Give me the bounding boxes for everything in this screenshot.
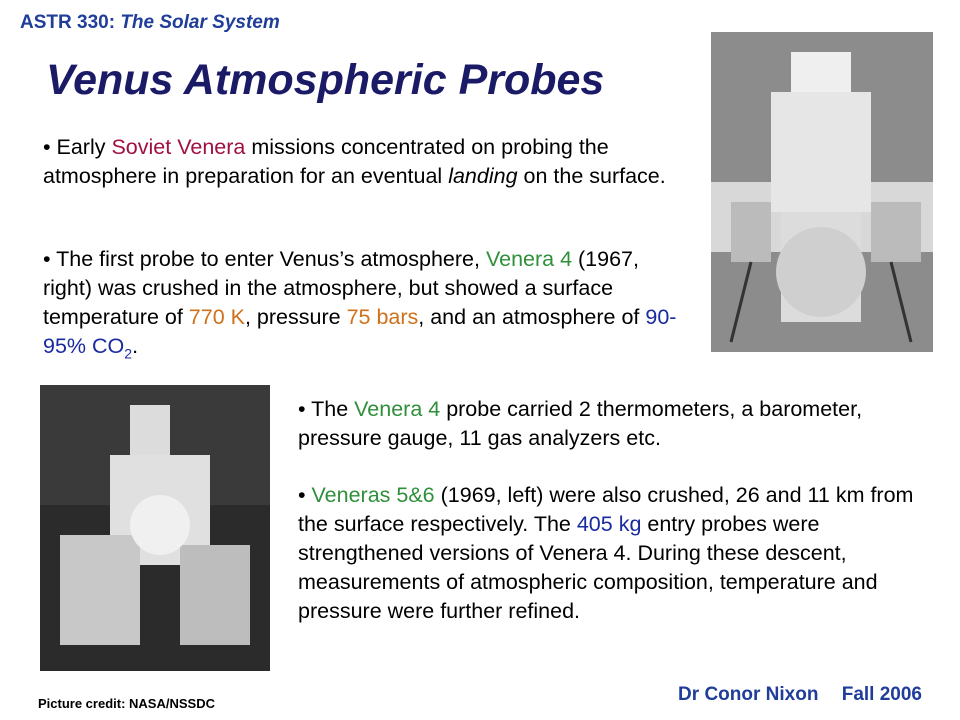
venera5-6-illustration <box>40 385 270 671</box>
venera5-6-photo <box>40 385 270 671</box>
emphasis-landing: landing <box>448 164 518 188</box>
bullet-text: • The <box>298 397 355 421</box>
highlight-venera4: Venera 4 <box>354 397 441 421</box>
highlight-co2: 90-95% CO <box>43 305 677 358</box>
bullet-venera4-results <box>43 245 693 368</box>
highlight-mass: 405 kg <box>576 512 642 536</box>
highlight-soviet: Soviet <box>111 135 172 159</box>
highlight-temperature: 770 K <box>188 305 245 329</box>
venera4-illustration <box>711 32 933 352</box>
bullet-text: . <box>132 334 139 358</box>
term: Fall 2006 <box>841 684 922 705</box>
bullet-text: probe carried 2 thermometers, a barometer, pressure gauge, 11 gas analyzers etc. <box>298 397 863 450</box>
slide-title: Venus Atmospheric Probes <box>46 56 605 104</box>
bullet-text: on the surface. <box>517 164 666 188</box>
author: Dr Conor Nixon <box>678 684 819 705</box>
course-code: ASTR 330: <box>20 12 116 33</box>
bullet-veneras-5-6 <box>298 481 938 626</box>
course-name: The Solar System <box>120 12 280 33</box>
bullet-venera4-instruments <box>298 395 938 453</box>
slide-footer <box>678 684 922 706</box>
venera4-photo <box>711 32 933 352</box>
bullet-text: • The first probe to enter Venus’s atmosphere, <box>43 247 486 271</box>
subscript-2: 2 <box>124 345 133 362</box>
bullet-text: missions concentrated on probing the atmosphere in preparation for an eventual <box>43 135 609 188</box>
highlight-pressure: 75 bars <box>346 305 419 329</box>
highlight-venera4: Venera 4 <box>485 247 573 271</box>
bullet-soviet-missions <box>43 133 693 191</box>
bullet-text: • <box>298 483 312 507</box>
bullet-text: entry probes were strengthened versions of Venera 4. During these descent, measurements of atmospheric composition, temperature and pressure were further refined. <box>298 512 878 623</box>
bullet-text: , pressure <box>244 305 347 329</box>
bullet-text: (1967, right) was crushed in the atmosphere, but showed a surface temperature of <box>43 247 639 329</box>
highlight-venera: Venera <box>177 135 246 159</box>
highlight-veneras: Veneras 5&6 <box>311 483 435 507</box>
bullet-text: (1969, left) were also crushed, 26 and 11 km from the surface respectively. The <box>298 483 914 536</box>
course-header <box>20 12 280 34</box>
bullet-text: , and an atmosphere of <box>418 305 646 329</box>
picture-credit: Picture credit: NASA/NSSDC <box>38 696 215 711</box>
bullet-text: • Early <box>43 135 112 159</box>
